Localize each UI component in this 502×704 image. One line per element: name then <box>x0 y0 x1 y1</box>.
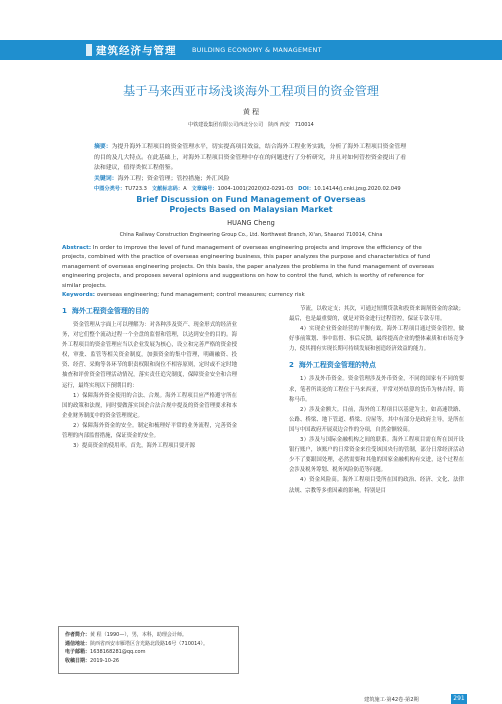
paragraph: 3）提高资金的使用率。首先，海外工程项目要开源 <box>73 443 196 450</box>
clc-label: 中图分类号： <box>94 186 126 192</box>
abstract-text: 为提升海外工程项目的资金管理水平，切实提高项目效益，结合海外工程业务实践，分析了海外工程项目资金管理的目的及几大特点。在此基础上，对海外工程项目资金管理中存在的问题进行了分析研究，并且对如何管控资金提出了看法和建议，值得类似工程借鉴。 <box>94 144 407 172</box>
paragraph: 2）保障海外资金的安全。制定和梳理好平常的业务流程，完善资金管理的内部监督措施，保证资金的安全。 <box>62 422 237 440</box>
doc-label: 文献标志码： <box>151 186 184 192</box>
section-heading-1 <box>62 304 237 318</box>
section-number: 1 <box>62 307 67 315</box>
paragraph: 3）涉及与国际金融机构之间的联系。海外工程项目需在所在国开设银行账户，该账户的日常资金来往受该国央行的管制，部分日常经济活动少不了要跟国处理，必然需要和其他的国家金融机构有交进，这个过程在会涉及税务筹划、税务风险防范等问题。 <box>289 437 464 474</box>
article-author: 黄 程 <box>242 108 260 116</box>
note-date: 收稿日期：2019-10-26 <box>65 657 120 664</box>
doi-value: 10.14144/j.cnki.jzsg.2020.02.049 <box>314 186 401 192</box>
header-section-cn: 建筑经济与管理 <box>96 45 177 57</box>
page-number: 291 <box>451 694 467 704</box>
paragraph: 1）涉及外币资金。资金管理涉及外币资金，不同的国家有不同的要求，笔者所谈论的工程位于马来西亚，平常对外结算的货币为林吉特，简称马币。 <box>289 376 464 403</box>
body-column-left <box>62 304 237 451</box>
author-note-box <box>58 626 239 674</box>
en-title-line2: Projects Based on Malaysian Market <box>169 205 333 214</box>
clc-value: TU723.3 <box>125 186 147 192</box>
header-section-en: BUILDING ECONOMY & MANAGEMENT <box>192 46 322 54</box>
note-address: 通信地址：陕西省西安市雁塔区含光路北段路16号（710014）。 <box>65 640 208 647</box>
en-abstract-label: Abstract: <box>62 245 92 251</box>
paragraph: 4）资金风险高。海外工程项目受所在国的政治、经济、文化、法律法规、宗教等多重因素的影响，特别是目 <box>289 477 464 494</box>
paragraph: 2）涉及金额大。目前，海外的工程项目以基建为主，如高速铁路、公路、桥梁、地下管道、桥梁、房屋等，其中有部分是政府主导，是所在国与中国政府开展双边合作的分项，自然金额较高。 <box>289 406 464 433</box>
note-email: 电子邮箱：1638168281@qq.com <box>65 649 146 656</box>
paragraph: 节流，以收定支；其次，可通过短期贷款和投资来调剂资金的余缺；最后，也是最重要的，就是对资金进行过程管控，保证专款专用。 <box>289 306 464 323</box>
paragraph: 资金管理从字面上可以理解为：对各种涉及资产、现金形式的经济业务，对它们整个流动过程一个全盘的监督和管理，以达到安全的目的。海外工程项目的资金管理应当以企业发展为核心，设立和完善严格的资金授权，审批、监管等相关资金制度，加强资金的集中管理，明确融资、投资、经营、采购等各环节的职责权限和岗位不相容原则，定时或不定时地抽查和评价资金管理活动情况，落实责任追究制度，保障资金安全和合理运行，最终实现以下预期目的： <box>62 322 237 389</box>
article-meta <box>94 184 424 194</box>
section-heading-2 <box>289 358 464 372</box>
header-badge-icon <box>86 44 92 56</box>
en-title-line1: Brief Discussion on Fund Management of Overseas <box>136 195 366 204</box>
en-author: HUANG Cheng <box>227 219 275 227</box>
en-keywords-label: Keywords: <box>62 292 96 299</box>
abstract-label: 摘要： <box>94 144 112 150</box>
abstract-cn <box>94 142 412 184</box>
article-title: 基于马来西亚市场浅谈海外工程项目的资金管理 <box>123 84 379 98</box>
author-affiliation: 中铁建设集团有限公司西北分公司 陕西 西安 710014 <box>188 122 314 128</box>
journal-footer: 建筑施工·第42卷·第2期 <box>364 697 419 703</box>
note-author: 作者简介：黄 程（1990—），男，本科，助理会计师。 <box>65 632 187 638</box>
paragraph: 4）实现企业资金经营的平衡有效。海外工程项目通过资金管控，做好事前策划、事中监督、事后反馈，最终提高企业的整体素质和市场竞争力，使其拥有实现长期可持续发展和创造经济效益的能力。 <box>289 326 464 353</box>
en-affiliation: China Railway Construction Engineering Group Co., Ltd. Northwest Branch, Xi'an, Shaanxi 710014, China <box>119 232 383 238</box>
en-abstract-text: In order to improve the level of fund management of overseas engineering projects and improve the efficiency of the projects, combined with the practice of overseas engineering business, this paper analyzes the purpose and characteristics of fund management of overseas engineering projects. On this basis, the paper analyzes the problems in the fund management of overseas engineering projects, and proposes several opinions and suggestions on how to control the fund, which is worthy of reference for similar projects. <box>62 245 435 289</box>
keywords-label: 关键词： <box>94 175 118 182</box>
doi-label: DOI： <box>298 186 315 192</box>
doc-value: A <box>183 186 187 192</box>
keywords-text: 海外工程；资金管理；管控措施；外汇风险 <box>117 175 230 182</box>
paragraph: 1）保障海外资金使用的合法、合规。海外工程项目应严格遵守所在国的政策和法规，同时要做落实国企合法合规中提及的资金管理要求和本企业财务制度中的资金管理规定。 <box>62 392 237 419</box>
article-no-label: 文章编号： <box>191 186 218 192</box>
en-keywords-text: overseas engineering; fund management; control measures; currency risk <box>96 292 305 299</box>
section-title: 海外工程资金管理的目的 <box>71 307 149 315</box>
abstract-en <box>62 244 442 300</box>
section-title: 海外工程资金管理的特点 <box>298 361 376 370</box>
section-number: 2 <box>289 361 294 370</box>
body-column-right <box>289 304 464 496</box>
article-no-value: 1004-1001(2020)02-0291-03 <box>217 186 294 192</box>
